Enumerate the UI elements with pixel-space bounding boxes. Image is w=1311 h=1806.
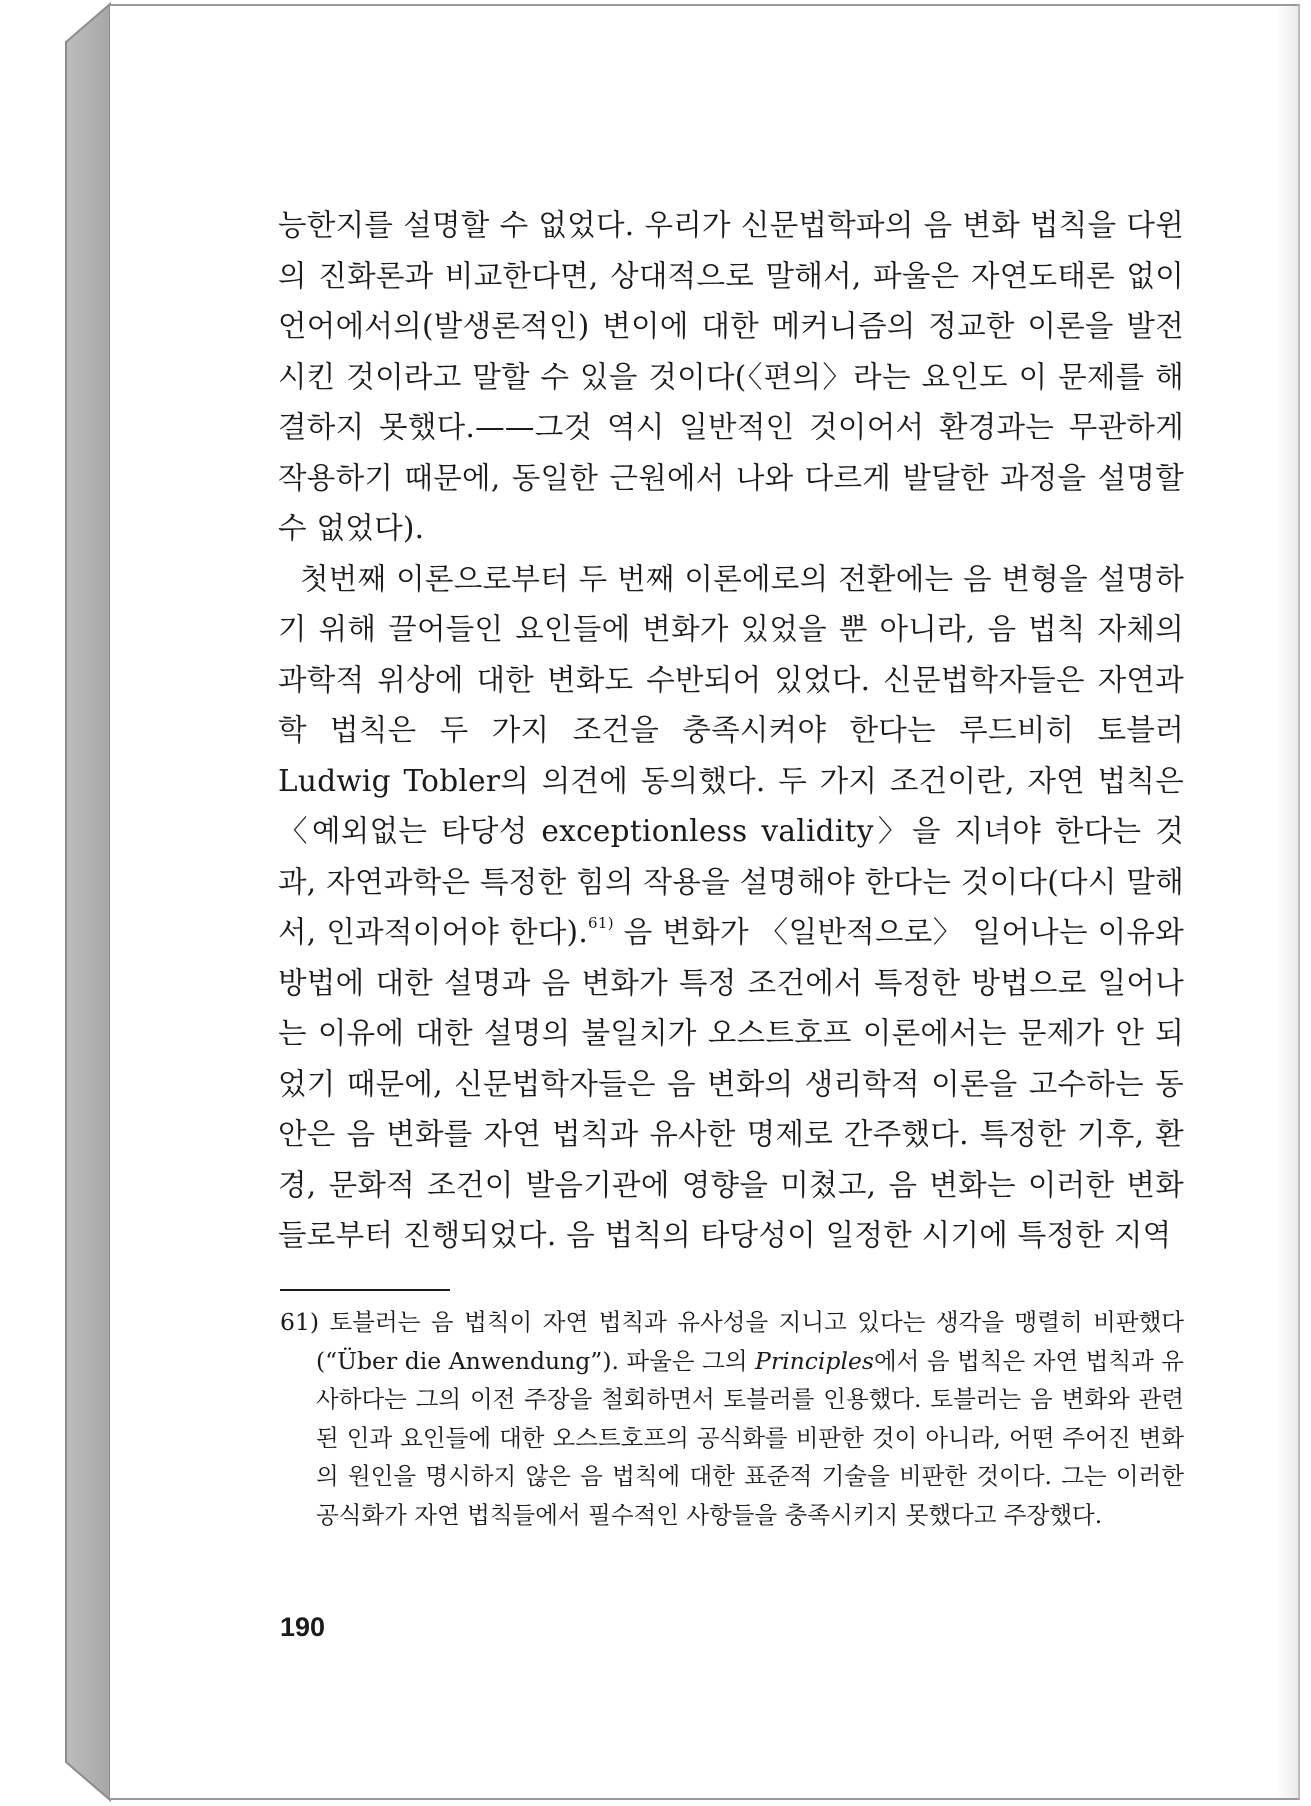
footnote: [280, 1303, 1184, 1534]
paragraph-1: 능한지를 설명할 수 없었다. 우리가 신문법학파의 음 변화 법칙을 다윈의 진화론과 비교한다면, 상대적으로 말해서, 파울은 자연도태론 없이 언어에서의(발생론적인) 변이에 대한 메커니즘의 정교한 이론을 발전시킨 것이라고 말할 수 있을 것이다(〈편의〉라는 요인도 이 문제를 해결하지 못했다.——그것 역시 일반적인 것이어서 환경과는 무관하게 작용하기 때문에, 동일한 근원에서 나와 다르게 발달한 과정을 설명할 수 없었다).: [278, 208, 1184, 545]
page-number: 190: [280, 1612, 326, 1642]
footnote-text-a: 토블러는 음 법칙이 자연 법칙과 유사성을 지니고 있다는 생각을 맹렬히 비판했다(“Über die Anwendung”). 파울은 그의: [316, 1308, 1184, 1375]
footnote-text-b: 에서 음 법칙은 자연 법칙과 유사하다는 그의 이전 주장을 철회하면서 토블러를 인용했다. 토블러는 음 변화와 관련된 인과 요인들에 대한 오스트호프의 공식화를 비판한 것이 아니라, 어떤 주어진 변화의 원인을 명시하지 않은 음 법칙에 대한 표준적 기술을 비판한 것이다. 그는 이러한 공식화가 자연 법칙들에서 필수적인 사항들을 충족시키지 못했다고 주장했다.: [316, 1346, 1184, 1529]
paragraph-2-part-a: 첫번째 이론으로부터 두 번째 이론에로의 전환에는 음 변형을 설명하기 위해 끌어들인 요인들에 변화가 있었을 뿐 아니라, 음 법칙 자체의 과학적 위상에 대한 변화도 수반되어 있었다. 신문법학자들은 자연과학 법칙은 두 가지 조건을 충족시켜야 한다는 루드비히 토블러 Ludwig Tobler의 의견에 동의했다. 두 가지 조건이란, 자연 법칙은 〈예외없는 타당성 exceptionless validity〉을 지녀야 한다는 것과, 자연과학은 특정한 힘의 작용을 설명해야 한다는 것이다(다시 말해서, 인과적이어야 한다).: [278, 561, 1184, 949]
paragraph-2: [278, 554, 1184, 1261]
footnote-reference: 61): [588, 914, 614, 932]
paragraph-2-part-b: 음 변화가 〈일반적으로〉 일어나는 이유와 방법에 대한 설명과 음 변화가 특정 조건에서 특정한 방법으로 일어나는 이유에 대한 설명의 불일치가 오스트호프 이론에서는 문제가 안 되었기 때문에, 신문법학자들은 음 변화의 생리학적 이론을 고수하는 동안은 음 변화를 자연 법칙과 유사한 명제로 간주했다. 특정한 기후, 환경, 문화적 조건이 발음기관에 영향을 미쳤고, 음 변화는 이러한 변화들로부터 진행되었다. 음 법칙의 타당성이 일정한 시기에 특정한 지역: [278, 915, 1184, 1252]
body-text: [278, 200, 1184, 1261]
footnote-number: 61): [280, 1308, 320, 1336]
footnote-divider: [280, 1289, 450, 1291]
footnote-book-title: Principles: [755, 1346, 874, 1375]
